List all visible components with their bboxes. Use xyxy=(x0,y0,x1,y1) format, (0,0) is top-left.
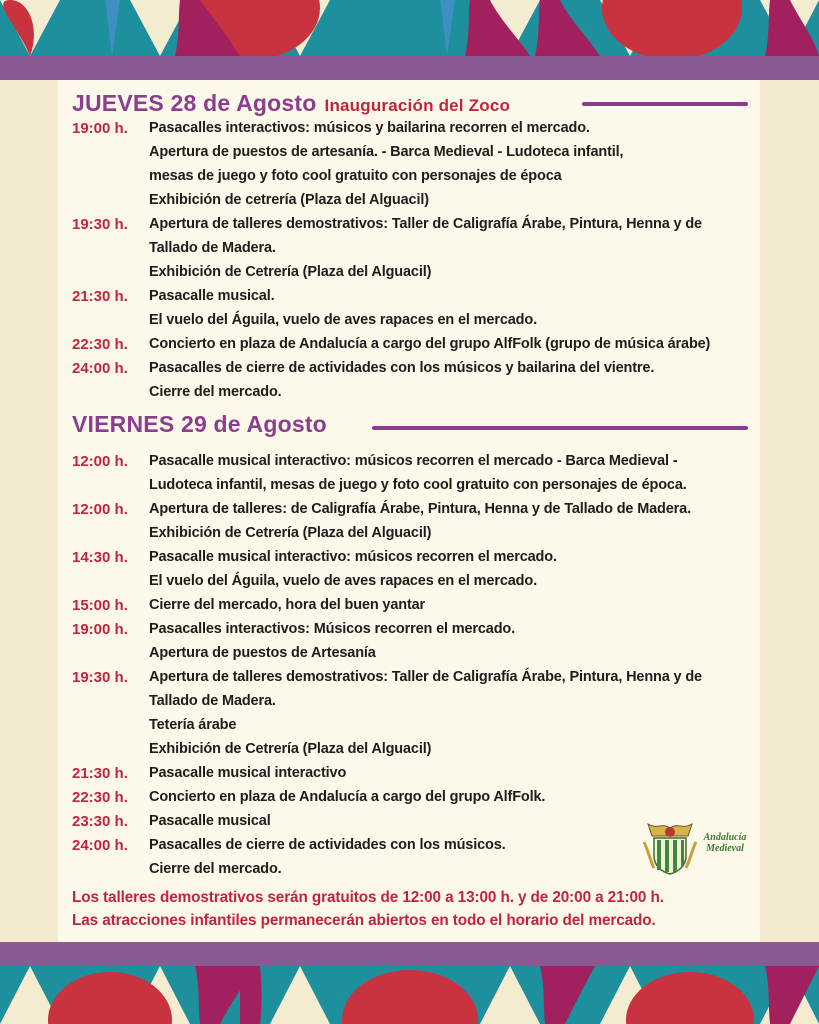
entry-line: Apertura de puestos de Artesanía xyxy=(149,645,376,661)
entry-time: 24:00 h. xyxy=(72,837,128,854)
schedule-entry xyxy=(72,214,762,286)
schedule-entry xyxy=(72,334,762,358)
day-heading-viernes xyxy=(72,411,327,438)
entry-line: Cierre del mercado. xyxy=(149,384,282,400)
entry-line: Apertura de talleres demostrativos: Taller de Caligrafía Árabe, Pintura, Henna y de xyxy=(149,669,702,685)
entry-time: 14:30 h. xyxy=(72,549,128,566)
entry-time: 19:00 h. xyxy=(72,120,128,137)
schedule-entry xyxy=(72,763,762,787)
entry-line: Exhibición de Cetrería (Plaza del Alguacil) xyxy=(149,525,432,541)
coat-of-arms-icon xyxy=(640,820,700,876)
entry-time: 23:30 h. xyxy=(72,813,128,830)
heading-rule xyxy=(582,102,748,106)
bottom-purple-strip xyxy=(0,942,819,966)
entry-time: 12:00 h. xyxy=(72,453,128,470)
schedule-entry xyxy=(72,499,762,547)
schedule-entry xyxy=(72,667,762,763)
entry-line: Apertura de talleres: de Caligrafía Árabe, Pintura, Henna y de Tallado de Madera. xyxy=(149,501,691,517)
entry-time: 22:30 h. xyxy=(72,336,128,353)
entry-line: Exhibición de Cetrería (Plaza del Alguacil) xyxy=(149,264,432,280)
entry-line: Pasacalle musical interactivo: músicos recorren el mercado. xyxy=(149,549,557,565)
day-heading-jueves xyxy=(72,90,510,117)
entry-time: 12:00 h. xyxy=(72,501,128,518)
top-purple-strip xyxy=(0,56,819,80)
footer-note: Las atracciones infantiles permanecerán abiertos en todo el horario del mercado. xyxy=(72,912,656,929)
schedule-entry xyxy=(72,787,762,811)
entry-line: El vuelo del Águila, vuelo de aves rapaces en el mercado. xyxy=(149,312,537,328)
entry-line: Exhibición de cetrería (Plaza del Alguacil) xyxy=(149,192,429,208)
entry-time: 19:30 h. xyxy=(72,669,128,686)
entry-line: Concierto en plaza de Andalucía a cargo del grupo AlfFolk (grupo de música árabe) xyxy=(149,336,711,352)
schedule-entry xyxy=(72,547,762,595)
entry-line: Concierto en plaza de Andalucía a cargo del grupo AlfFolk. xyxy=(149,789,546,805)
entry-line: Pasacalles de cierre de actividades con los músicos. xyxy=(149,837,506,853)
bottom-decorative-border xyxy=(0,966,819,1024)
heading-rule xyxy=(372,426,748,430)
footer-note: Los talleres demostrativos serán gratuitos de 12:00 a 13:00 h. y de 20:00 a 21:00 h. xyxy=(72,889,664,906)
schedule-entry xyxy=(72,118,762,214)
day-title: JUEVES 28 de Agosto xyxy=(72,90,317,116)
top-decorative-border xyxy=(0,0,819,56)
entry-line: Pasacalle musical. xyxy=(149,288,275,304)
day-subtitle: Inauguración del Zoco xyxy=(324,96,511,115)
entry-line: Pasacalles interactivos: músicos y bailarina recorren el mercado. xyxy=(149,120,590,136)
logo-caption-line: Andalucía xyxy=(703,832,747,843)
entry-line: Cierre del mercado, hora del buen yantar xyxy=(149,597,426,613)
mosaic-pattern-icon xyxy=(0,966,819,1024)
entry-line: Exhibición de Cetrería (Plaza del Alguacil) xyxy=(149,741,432,757)
entry-line: Apertura de talleres demostrativos: Taller de Caligrafía Árabe, Pintura, Henna y de xyxy=(149,216,702,232)
entry-line: Apertura de puestos de artesanía. - Barca Medieval - Ludoteca infantil, xyxy=(149,144,624,160)
entry-line: Tallado de Madera. xyxy=(149,240,276,256)
entry-line: Cierre del mercado. xyxy=(149,861,282,877)
entry-line: Pasacalles interactivos: Músicos recorren el mercado. xyxy=(149,621,516,637)
entry-time: 19:30 h. xyxy=(72,216,128,233)
entry-line: mesas de juego y foto cool gratuito con personajes de época xyxy=(149,168,562,184)
schedule-entry xyxy=(72,286,762,334)
entry-line: Pasacalle musical interactivo xyxy=(149,765,347,781)
entry-line: Pasacalle musical xyxy=(149,813,271,829)
entry-time: 19:00 h. xyxy=(72,621,128,638)
entry-line: El vuelo del Águila, vuelo de aves rapaces en el mercado. xyxy=(149,573,537,589)
entry-line: Tetería árabe xyxy=(149,717,237,733)
entry-time: 21:30 h. xyxy=(72,765,128,782)
entry-time: 21:30 h. xyxy=(72,288,128,305)
mosaic-pattern-icon xyxy=(0,0,819,56)
entry-line: Tallado de Madera. xyxy=(149,693,276,709)
entry-line: Ludoteca infantil, mesas de juego y foto cool gratuito con personajes de época. xyxy=(149,477,687,493)
schedule-entry xyxy=(72,358,762,406)
schedule-entry xyxy=(72,619,762,667)
entry-time: 15:00 h. xyxy=(72,597,128,614)
logo-caption-line: Medieval xyxy=(706,843,744,854)
logo-caption xyxy=(700,832,750,854)
entry-line: Pasacalle musical interactivo: músicos recorren el mercado - Barca Medieval - xyxy=(149,453,678,469)
entry-time: 22:30 h. xyxy=(72,789,128,806)
day-title: VIERNES 29 de Agosto xyxy=(72,411,327,437)
entry-line: Pasacalles de cierre de actividades con los músicos y bailarina del vientre. xyxy=(149,360,655,376)
entry-time: 24:00 h. xyxy=(72,360,128,377)
schedule-entry xyxy=(72,451,762,499)
schedule-entry xyxy=(72,595,762,619)
